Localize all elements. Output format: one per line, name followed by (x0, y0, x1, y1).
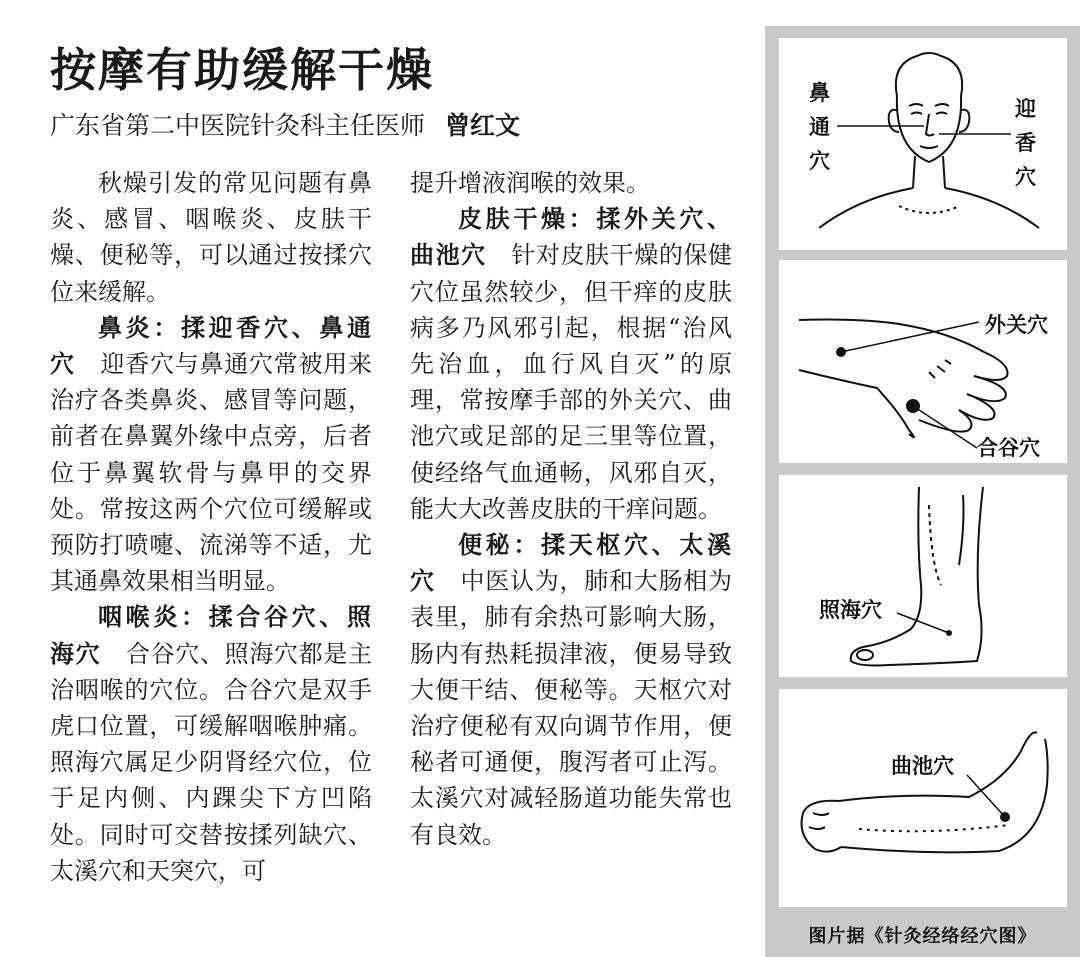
figure-caption: 图片据《针灸经络经穴图》 (808, 926, 1037, 947)
zhaohai-label: 照海穴 (819, 597, 882, 622)
continued-text: 提升增液润喉的效果。 (410, 169, 650, 197)
yingxiang-label-2: 香 (1015, 130, 1036, 155)
pharyngitis-heading: 咽喉炎：揉合谷穴、照海穴 (50, 602, 372, 668)
skin-body: 针对皮肤干燥的保健穴位虽然较少，但干痒的皮肤病多乃风邪引起，根据“治风先治血，血行风自灭”的原理，常按摩手部的外关穴、曲池穴或足部的足三里等位置，使经络气血通畅，风邪自灭，能大大改善皮肤的干痒问题。 (410, 241, 732, 523)
quchi-label: 曲池穴 (891, 753, 954, 778)
zhaohai-pointer (897, 613, 949, 633)
pharyngitis-body: 合谷穴、照海穴都是主治咽喉的穴位。合谷穴是双手虎口位置，可缓解咽喉肿痛。照海穴属足少阴肾经穴位，位于足内侧、内踝尖下方凹陷处。同时可交替按揉列缺穴、太溪穴和天突穴，可 (50, 639, 373, 885)
article-column-2 (410, 165, 732, 853)
skin-heading: 皮肤干燥：揉外关穴、曲池穴 (410, 204, 732, 270)
hand-drawing (779, 260, 1067, 463)
constipation-heading: 便秘：揉天枢穴、太溪穴 (410, 530, 732, 596)
author-affiliation: 广东省第二中医院针灸科主任医师 (50, 111, 426, 140)
byline (50, 106, 520, 142)
illustration-panel (765, 26, 1080, 957)
pharyngitis-paragraph (50, 599, 372, 889)
rhinitis-body: 迎香穴与鼻通穴常被用来治疗各类鼻炎、感冒等问题，前者在鼻翼外缘中点旁，后者位于鼻翼软骨与鼻甲的交界处。常按这两个穴位可缓解或预防打喷嚏、流涕等不适，尤其通鼻效果相当明显。 (50, 350, 372, 596)
foot-drawing (779, 475, 1067, 677)
bitong-label-1: 鼻 (809, 80, 830, 105)
constipation-paragraph (410, 527, 732, 853)
intro-paragraph: 秋燥引发的常见问题有鼻炎、感冒、咽喉炎、皮肤干燥、便秘等，可以通过按揉穴位来缓解。 (50, 169, 372, 306)
arm-illustration (779, 689, 1067, 907)
author-name: 曾红文 (445, 111, 521, 140)
yingxiang-label-1: 迎 (1015, 96, 1036, 121)
skin-paragraph (410, 201, 732, 527)
bitong-label-2: 通 (809, 114, 830, 139)
face-illustration (779, 38, 1067, 250)
arm-drawing (779, 689, 1067, 907)
article-column-1 (50, 165, 372, 889)
waiguan-label: 外关穴 (985, 312, 1048, 337)
hegu-pointer (913, 406, 977, 448)
foot-illustration (779, 475, 1067, 677)
hegu-label: 合谷穴 (977, 435, 1040, 460)
hand-illustration (779, 260, 1067, 463)
bitong-label-3: 穴 (809, 148, 830, 173)
rhinitis-paragraph (50, 310, 372, 600)
face-drawing (779, 38, 1067, 250)
article-title: 按摩有助缓解干燥 (50, 43, 434, 97)
rhinitis-heading: 鼻炎：揉迎香穴、鼻通穴 (50, 312, 372, 379)
yingxiang-label-3: 穴 (1015, 164, 1036, 189)
constipation-body: 中医认为，肺和大肠相为表里，肺有余热可影响大肠，肠内有热耗损津液，便易导致大便干结、便秘等。天枢穴对治疗便秘有双向调节作用，便秘者可通便，腹泻者可止泻。太溪穴对减轻肠道功能失常也有良效。 (410, 567, 732, 849)
